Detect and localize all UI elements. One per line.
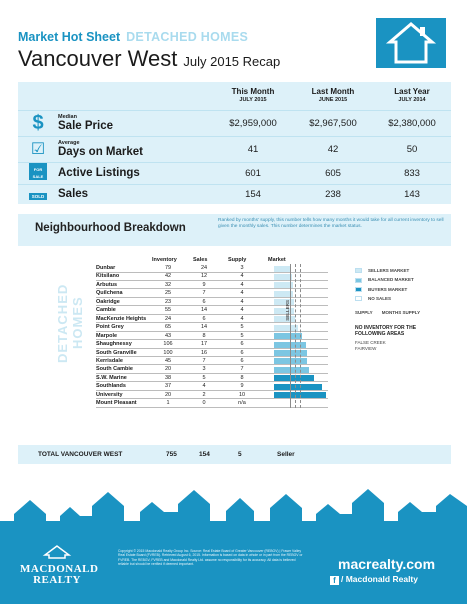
legend-axis-months: MONTHS SUPPLY — [381, 310, 421, 315]
sales-value: 12 — [200, 273, 208, 280]
total-market: Seller — [277, 451, 295, 458]
dollar-icon: $ — [32, 111, 44, 134]
table-row — [96, 265, 328, 273]
total-sales: 154 — [199, 451, 210, 458]
inventory-value: 45 — [164, 357, 172, 364]
neighbourhood-name: Dunbar — [96, 265, 116, 271]
inventory-value: 42 — [164, 273, 172, 280]
sales-value: 9 — [202, 281, 206, 288]
legend-swatch — [355, 296, 362, 301]
table-row — [96, 290, 328, 298]
market-threshold-line — [295, 264, 296, 408]
market-supply-bar — [274, 375, 314, 381]
neighbourhood-name: South Cambie — [96, 366, 133, 373]
logo-line-1: MACDONALD — [20, 563, 99, 575]
market-supply-bar — [274, 333, 302, 339]
inventory-value: 65 — [164, 324, 172, 331]
total-label: TOTAL VANCOUVER WEST — [38, 451, 123, 458]
total-supply: 5 — [238, 451, 242, 458]
market-threshold-line — [300, 264, 301, 408]
legend-swatch — [355, 268, 362, 273]
kpi-value: 238 — [293, 184, 373, 204]
logo-line-2: REALTY — [33, 574, 81, 586]
sellers-axis-label: SELLERS — [285, 300, 290, 321]
macdonald-realty-logo — [20, 545, 99, 586]
table-row — [96, 341, 328, 349]
kpi-value: 50 — [373, 136, 451, 162]
market-supply-bar — [274, 266, 291, 272]
kpi-value: 605 — [293, 162, 373, 184]
inventory-value: 24 — [164, 315, 172, 322]
table-row — [96, 333, 328, 341]
inventory-value: 23 — [164, 298, 172, 305]
no-inventory-areas: FALSE CREEK FAIRVIEW — [355, 340, 386, 351]
inventory-value: 79 — [164, 265, 172, 271]
inventory-value: 100 — [163, 349, 173, 356]
house-logo-icon — [376, 18, 446, 68]
kpi-label-qualifier: Average — [58, 140, 80, 146]
kpi-label: Sale Price — [58, 120, 113, 132]
table-row — [96, 400, 328, 408]
market-supply-bar — [274, 384, 322, 390]
sales-value: 5 — [202, 374, 206, 381]
table-row — [96, 273, 328, 281]
table-row — [96, 282, 328, 290]
website-link[interactable]: macrealty.com — [338, 556, 436, 572]
supply-value: 7 — [240, 366, 244, 373]
neighbourhood-title: Neighbourhood Breakdown — [35, 222, 186, 234]
sales-value: 0 — [202, 400, 206, 407]
sales-value: 4 — [202, 383, 206, 390]
sales-value: 3 — [202, 366, 206, 373]
supply-value: 5 — [240, 332, 244, 339]
neighbourhood-note: Ranked by months' supply, this number tells how many months it would take for all current inventory to sell given the monthly sales. This number determines the market status. — [218, 218, 444, 229]
supply-value: 4 — [240, 281, 244, 288]
legend-item — [355, 287, 450, 292]
table-row — [96, 316, 328, 324]
sales-value: 7 — [202, 357, 206, 364]
col-header-inventory: Inventory — [152, 257, 177, 263]
supply-value: 4 — [240, 298, 244, 305]
report-heading — [18, 46, 280, 72]
supply-value: 4 — [240, 273, 244, 280]
sales-value: 17 — [200, 341, 208, 348]
kpi-col-this-month: This Month JULY 2015 — [231, 86, 275, 103]
no-inventory-title: NO INVENTORY FOR THE FOLLOWING AREAS — [355, 325, 417, 337]
facebook-icon: f — [330, 576, 339, 585]
inventory-value: 106 — [163, 341, 173, 348]
kpi-value: 833 — [373, 162, 451, 184]
neighbourhood-name: Cambie — [96, 307, 116, 314]
total-inventory: 755 — [166, 451, 177, 458]
legend-label: SELLERS MARKET — [368, 268, 410, 273]
col-header-sales: Sales — [193, 257, 208, 263]
kpi-value: $2,380,000 — [373, 110, 451, 136]
kpi-value: 41 — [213, 136, 293, 162]
kpi-row-days-on-market — [18, 136, 451, 162]
facebook-link[interactable] — [330, 574, 418, 585]
inventory-value: 38 — [164, 374, 172, 381]
sheet-title-main: Market Hot Sheet — [18, 30, 121, 44]
legend-label: BUYERS MARKET — [368, 286, 408, 292]
kpi-row-active-listings — [18, 162, 451, 184]
supply-value: 4 — [240, 290, 244, 297]
sales-value: 24 — [200, 265, 208, 271]
sales-value: 6 — [202, 315, 206, 322]
sheet-title-category: DETACHED HOMES — [126, 30, 249, 44]
supply-value: 3 — [240, 265, 244, 271]
logo-house-icon — [42, 545, 72, 559]
legend-label: BALANCED MARKET — [368, 277, 414, 283]
neighbourhood-name: Quilchena — [96, 290, 123, 297]
inventory-value: 55 — [164, 307, 172, 314]
kpi-col-last-year: Last Year JULY 2014 — [394, 86, 430, 103]
kpi-label-qualifier: Median — [58, 114, 77, 120]
supply-value: 9 — [240, 383, 244, 390]
supply-value: 6 — [240, 357, 244, 364]
legend-item — [355, 277, 450, 282]
kpi-value: $2,959,000 — [213, 110, 293, 136]
kpi-label: Sales — [58, 188, 89, 201]
supply-value: 8 — [240, 374, 244, 381]
supply-value: 5 — [240, 324, 244, 331]
neighbourhood-name: Mount Pleasant — [96, 400, 137, 407]
market-supply-bar — [274, 367, 309, 373]
kpi-table — [18, 82, 451, 204]
footer-legal-text: Copyright © 2015 Macdonald Realty Group Inc. Source: Real Estate Board of Greater Vancouver (REBGV) | Fraser Valley Real Estate Board (FVREB). Retrieved August 6, 2015. Information is based on data in whole or in part from the REBGV or FVREB. The REBGV, FVREB and Macdonald Realty Ltd. assume no responsibility for its accuracy. All data is believed reliable but should be verified if deemed important. — [118, 549, 303, 566]
col-header-market: Market — [268, 257, 286, 263]
table-row — [96, 350, 328, 358]
legend-axis — [355, 310, 450, 315]
kpi-label: Active Listings — [58, 167, 140, 179]
sales-value: 8 — [202, 332, 206, 339]
sold-tag-icon: SOLD — [29, 193, 48, 200]
sales-value: 7 — [202, 290, 206, 297]
neighbourhood-name: Southlands — [96, 383, 126, 390]
inventory-value: 43 — [164, 332, 172, 339]
sales-value: 2 — [202, 391, 206, 398]
sales-value: 14 — [200, 307, 208, 314]
inventory-value: 37 — [164, 383, 172, 390]
inventory-value: 20 — [164, 366, 172, 373]
neighbourhood-name: Oakridge — [96, 298, 120, 305]
kpi-value: 154 — [213, 184, 293, 204]
neighbourhood-name: Shaughnessy — [96, 341, 132, 348]
supply-value: 6 — [240, 341, 244, 348]
col-header-supply: Supply — [228, 257, 247, 263]
kpi-value: $2,967,500 — [293, 110, 373, 136]
neighbourhood-name: MacKenzie Heights — [96, 315, 147, 322]
supply-value: 10 — [238, 391, 246, 398]
supply-value: 4 — [240, 315, 244, 322]
table-row — [96, 392, 328, 400]
market-legend — [355, 268, 450, 305]
sheet-title — [18, 30, 248, 44]
legend-item — [355, 296, 450, 301]
supply-value: 4 — [240, 307, 244, 314]
neighbourhood-name: S.W. Marine — [96, 374, 127, 381]
inventory-value: 1 — [166, 400, 170, 407]
table-row — [96, 324, 328, 332]
table-row — [96, 366, 328, 374]
neighbourhood-name: Arbutus — [96, 281, 118, 288]
city-name: Vancouver West — [18, 46, 178, 71]
legend-swatch — [355, 278, 362, 283]
kpi-value: 143 — [373, 184, 451, 204]
checkbox-icon: ☑ — [30, 141, 46, 158]
table-row — [96, 358, 328, 366]
kpi-value: 42 — [293, 136, 373, 162]
kpi-label: Days on Market — [58, 146, 144, 158]
report-period: July 2015 Recap — [183, 54, 281, 69]
table-row — [96, 299, 328, 307]
neighbourhood-name: Point Grey — [96, 324, 124, 331]
neighbourhood-name: Marpole — [96, 332, 118, 339]
neighbourhood-name: South Granville — [96, 349, 137, 356]
legend-swatch — [355, 287, 362, 292]
table-row — [96, 307, 328, 315]
facebook-label: / Macdonald Realty — [341, 574, 418, 584]
kpi-row-median-sale-price — [18, 110, 451, 136]
sales-value: 6 — [202, 298, 206, 305]
detached-homes-side-label: DETACHED HOMES — [55, 283, 85, 363]
neighbourhood-name: University — [96, 391, 123, 398]
market-threshold-line — [290, 264, 291, 408]
supply-value: 6 — [240, 349, 244, 356]
for-sale-sign-icon: FOR SALE — [29, 163, 47, 180]
inventory-value: 25 — [164, 290, 172, 297]
neighbourhood-name: Kerrisdale — [96, 357, 123, 364]
legend-axis-supply: SUPPLY — [355, 310, 373, 315]
table-row — [96, 383, 328, 391]
inventory-value: 20 — [164, 391, 172, 398]
sales-value: 16 — [200, 349, 208, 356]
inventory-value: 32 — [164, 281, 172, 288]
sales-value: 14 — [200, 324, 208, 331]
legend-item — [355, 268, 450, 273]
neighbourhood-name: Kitsilano — [96, 273, 120, 280]
kpi-row-sales — [18, 184, 451, 204]
kpi-col-last-month: Last Month JUNE 2015 — [311, 86, 355, 103]
legend-label: NO SALES — [368, 295, 392, 301]
kpi-value: 601 — [213, 162, 293, 184]
table-row — [96, 375, 328, 383]
supply-value: n/a — [238, 400, 246, 407]
